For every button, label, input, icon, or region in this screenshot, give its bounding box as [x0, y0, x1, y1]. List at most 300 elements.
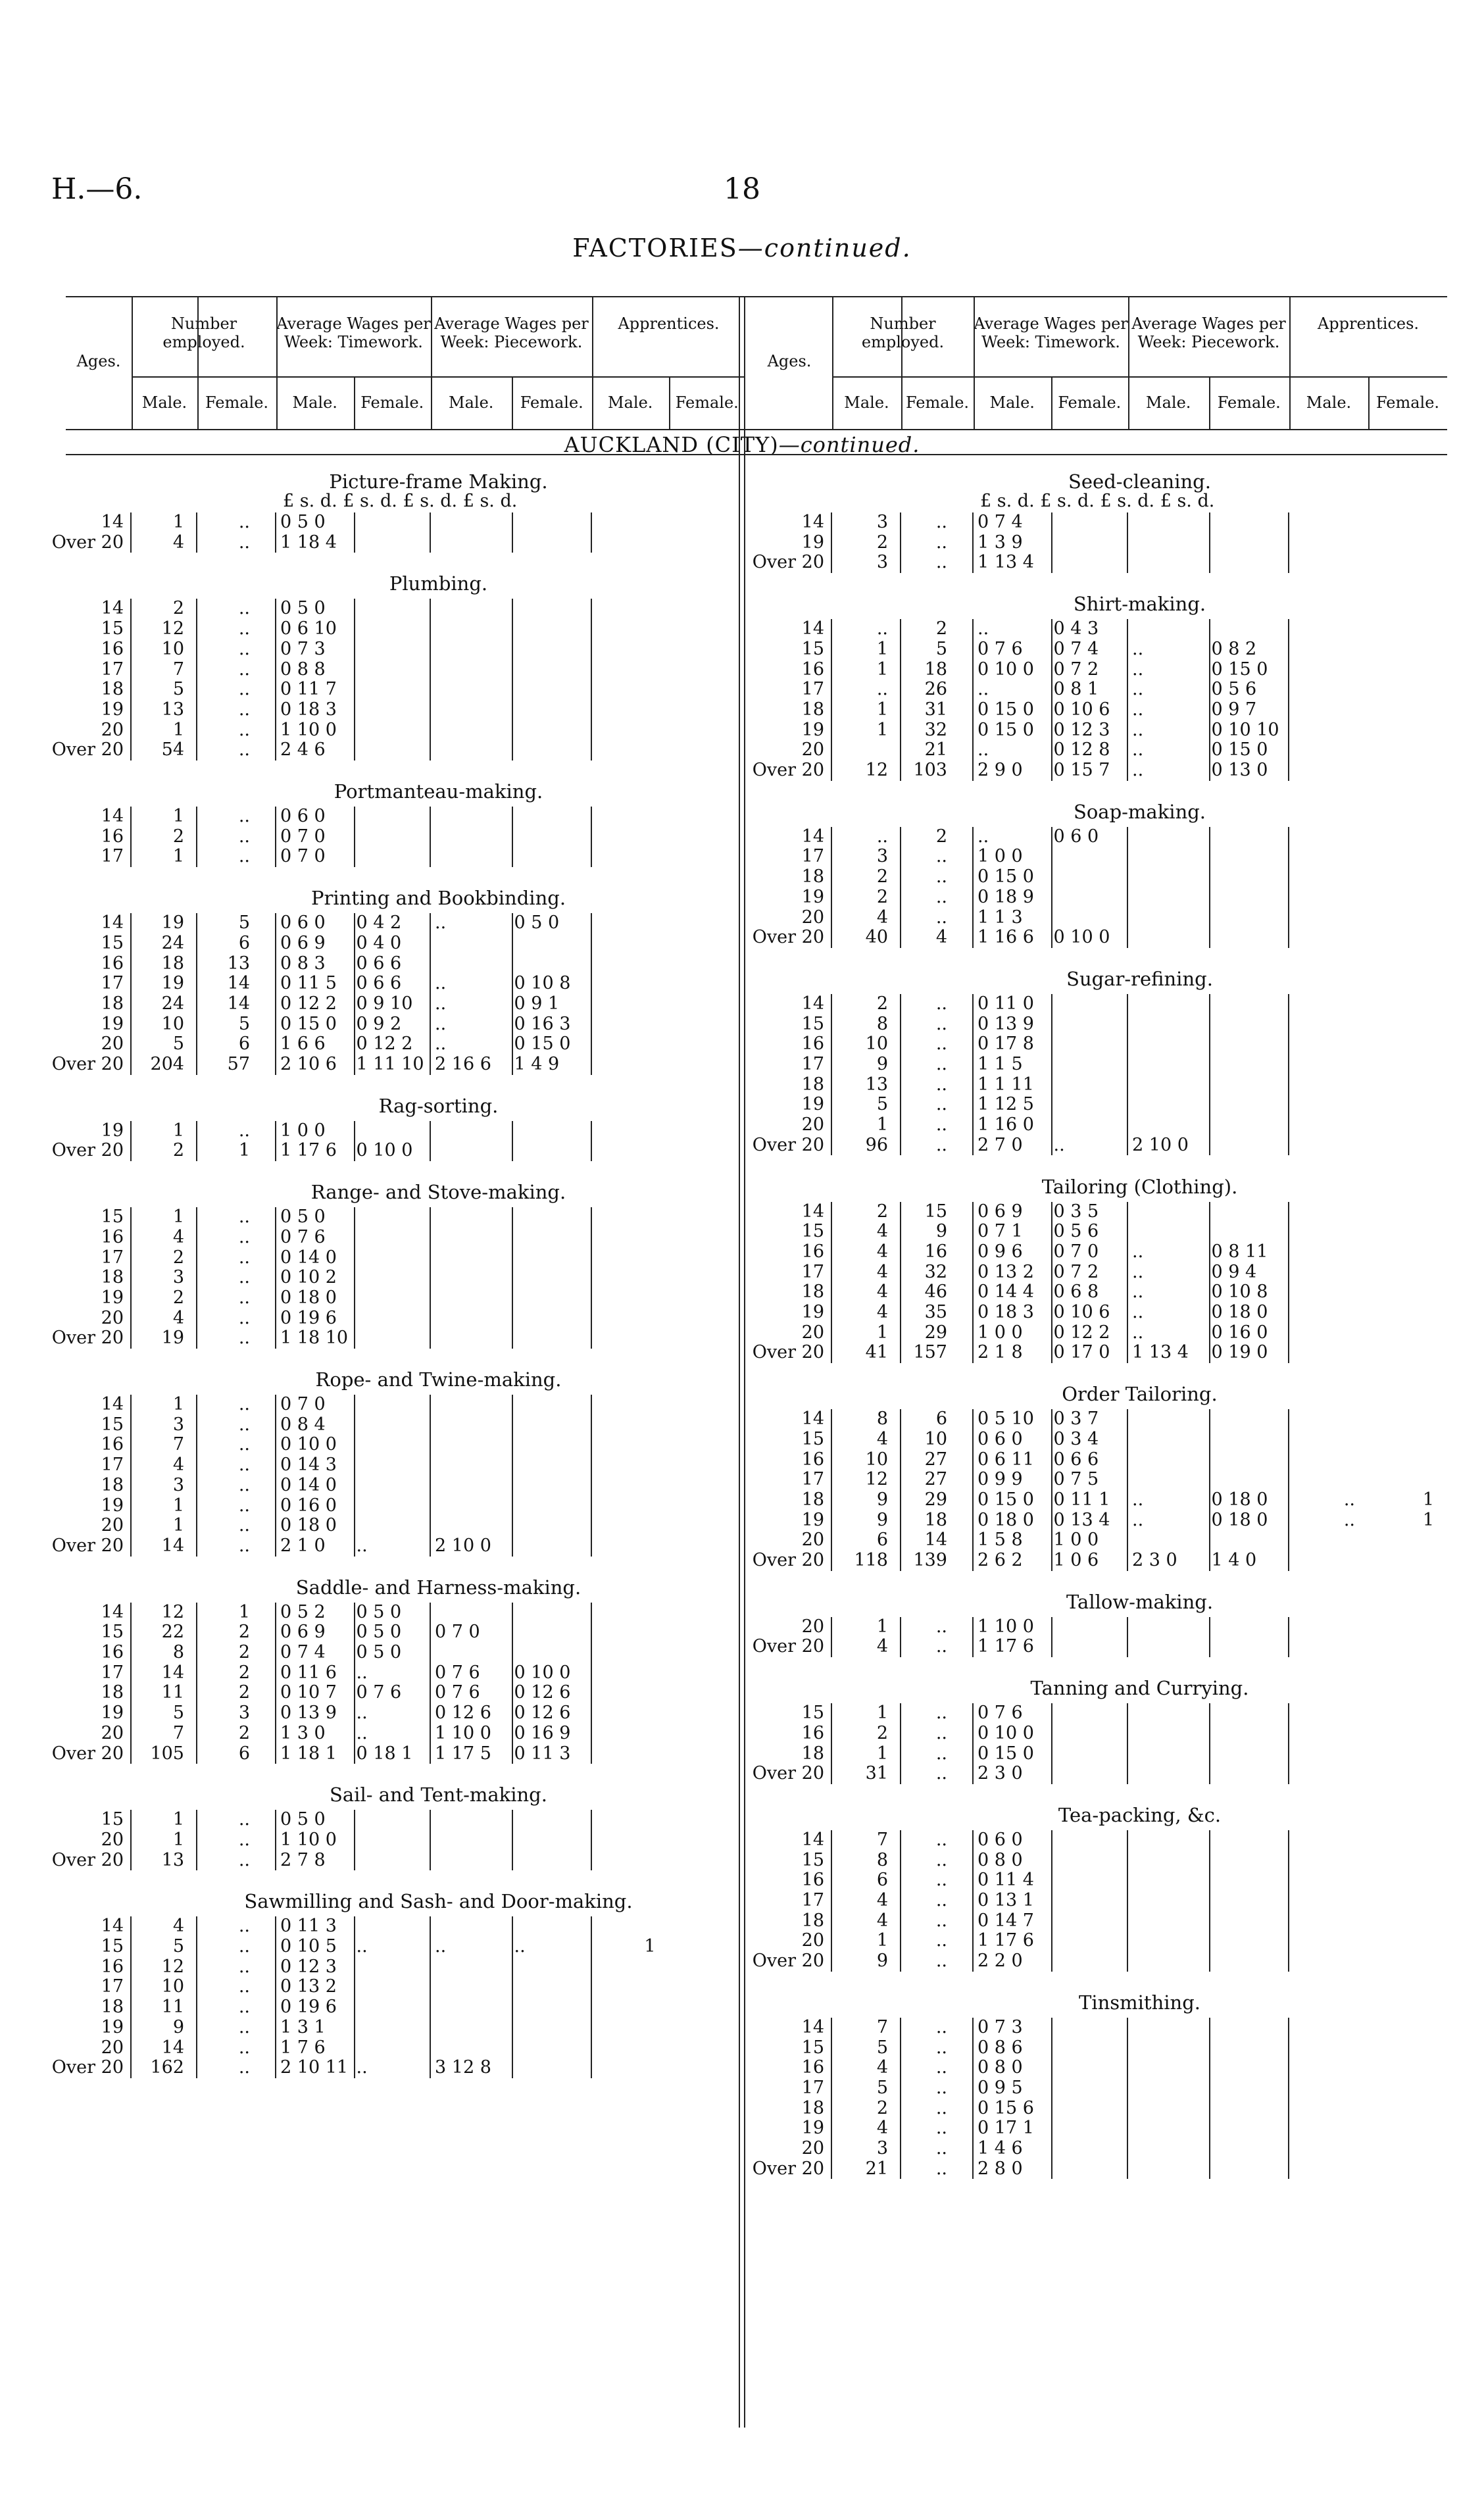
cell-time-male: 0 10 5 [280, 1936, 337, 1957]
cell-piece-male: .. [1132, 1489, 1144, 1510]
cell-time-female: 0 5 6 [1053, 1221, 1099, 1242]
cell-time-female: 1 11 10 [356, 1054, 424, 1074]
cell-female: .. [238, 699, 250, 720]
money-units: £ s. d. £ s. d. £ s. d. £ s. d. [980, 491, 1215, 511]
cell-age: 20 [101, 1515, 124, 1536]
cell-female: 4 [935, 927, 947, 948]
header-divider [1289, 296, 1291, 429]
cell-female: 16 [924, 1241, 947, 1262]
cell-female: 57 [227, 1054, 250, 1074]
cell-time-male: 0 15 0 [280, 1013, 337, 1034]
cell-male: 6 [876, 1530, 888, 1551]
cell-age: 18 [101, 1474, 124, 1495]
table-row [0, 1450, 1484, 1470]
column-divider [972, 1830, 974, 1972]
cell-age: Over 20 [752, 760, 824, 780]
cell-male: 1 [172, 806, 184, 826]
cell-male: 24 [161, 993, 184, 1014]
cell-age: 16 [801, 1870, 824, 1891]
cell-age: 17 [801, 679, 824, 700]
column-divider [900, 512, 901, 573]
cell-male: 1 [172, 1207, 184, 1228]
cell-age: Over 20 [51, 1054, 124, 1074]
col-male: Male. [292, 393, 337, 412]
cell-time-male: 1 0 0 [280, 1120, 326, 1141]
section-title: Sugar-refining. [1066, 967, 1213, 990]
cell-age: 19 [801, 1094, 824, 1115]
cell-female: .. [238, 1515, 250, 1536]
subcolumn-divider [1209, 1703, 1210, 1784]
cell-male: 4 [876, 1302, 888, 1322]
cell-time-female: 0 6 8 [1053, 1282, 1099, 1303]
cell-female: .. [238, 1474, 250, 1495]
cell-time-female: .. [1053, 1134, 1065, 1155]
column-divider [1288, 1703, 1289, 1784]
table-row [0, 1262, 1484, 1282]
cell-age: 17 [801, 1261, 824, 1282]
cell-female: .. [238, 1207, 250, 1228]
section-title: Tallow-making. [1066, 1590, 1214, 1613]
table-row [0, 2078, 1484, 2098]
cell-age: Over 20 [752, 1134, 824, 1155]
cell-female: 157 [913, 1342, 947, 1363]
col-timework: Average Wages per Week: Timework. [276, 314, 431, 351]
cell-time-male: .. [977, 739, 989, 761]
column-divider [972, 2018, 974, 2180]
cell-time-male: .. [977, 826, 989, 847]
cell-male: 12 [161, 618, 184, 639]
cell-female: 14 [227, 993, 250, 1014]
cell-time-female: 1 0 6 [1053, 1550, 1099, 1570]
cell-female: 2 [238, 1642, 250, 1662]
cell-age: 16 [101, 638, 124, 659]
cell-female: .. [238, 1936, 250, 1957]
subtitle-continued: —continued. [778, 432, 920, 457]
cell-female: .. [238, 512, 250, 532]
cell-male: 4 [876, 1428, 888, 1449]
section-title: Portmanteau-making. [334, 780, 543, 803]
cell-female: .. [935, 866, 947, 887]
table-row [0, 1551, 1484, 1570]
table-row [0, 1637, 1484, 1657]
col-male: Male. [608, 393, 653, 412]
cell-age: 16 [801, 1722, 824, 1743]
cell-age: 15 [801, 1013, 824, 1034]
cell-piece-female: 0 9 4 [1211, 1261, 1257, 1282]
table-row [0, 1530, 1484, 1550]
cell-female: .. [238, 1434, 250, 1455]
cell-age: 14 [801, 2016, 824, 2037]
cell-age: 15 [801, 1221, 824, 1242]
cell-male: 5 [172, 679, 184, 700]
cell-female: .. [238, 1495, 250, 1516]
cell-appr-male: .. [1343, 1489, 1355, 1510]
subcolumn-divider [1051, 994, 1052, 1156]
cell-age: 16 [801, 659, 824, 680]
cell-time-female: 0 12 2 [1053, 1322, 1110, 1343]
cell-female: .. [238, 638, 250, 659]
cell-male: 4 [172, 532, 184, 553]
cell-age: 18 [101, 1267, 124, 1288]
cell-male: 9 [876, 1489, 888, 1510]
cell-male: 21 [865, 2158, 888, 2179]
cell-female: .. [935, 1722, 947, 1743]
cell-male: 12 [865, 760, 888, 780]
cell-time-male: 0 15 0 [977, 1489, 1034, 1510]
column-divider [1288, 619, 1289, 781]
cell-male: 4 [172, 1226, 184, 1247]
cell-female: .. [935, 1636, 947, 1657]
cell-female: .. [935, 1829, 947, 1850]
cell-age: Over 20 [752, 552, 824, 573]
table-row [0, 1034, 1484, 1054]
column-divider [1288, 1617, 1289, 1657]
header-sub-divider [1209, 376, 1210, 429]
table-row [0, 553, 1484, 572]
cell-age: Over 20 [752, 1763, 824, 1784]
cell-female: .. [935, 1930, 947, 1951]
cell-time-male: 0 5 10 [977, 1409, 1034, 1430]
cell-age: 15 [101, 1207, 124, 1228]
cell-piece-male: 1 10 0 [435, 1722, 491, 1743]
cell-age: 18 [101, 1997, 124, 2018]
cell-female: .. [935, 1951, 947, 1972]
cell-time-male: 2 1 8 [977, 1342, 1023, 1363]
cell-male: 8 [876, 1849, 888, 1870]
cell-time-male: 0 6 9 [280, 932, 326, 953]
cell-age: 19 [101, 1120, 124, 1141]
cell-time-male: 0 7 0 [280, 1394, 326, 1414]
table-row [0, 2058, 1484, 2078]
header-bottom-rule [66, 429, 1447, 430]
cell-male: 96 [865, 1134, 888, 1155]
cell-time-male: 0 11 4 [977, 1870, 1034, 1891]
cell-female: 21 [924, 739, 947, 761]
cell-age: 18 [801, 1282, 824, 1303]
cell-male: 1 [876, 1930, 888, 1951]
cell-age: Over 20 [752, 1342, 824, 1363]
table-row [0, 1851, 1484, 1870]
cell-time-female: 0 11 1 [1053, 1489, 1110, 1510]
cell-female: .. [238, 1120, 250, 1141]
cell-female: 3 [238, 1703, 250, 1724]
cell-age: 20 [101, 1307, 124, 1328]
cell-male: 4 [172, 1455, 184, 1476]
title-text: FACTORIES [572, 234, 738, 262]
cell-piece-female: 0 15 0 [1211, 659, 1268, 680]
cell-male: 6 [876, 1870, 888, 1891]
cell-female: 31 [924, 699, 947, 720]
column-divider [831, 1202, 832, 1364]
cell-time-female: 0 7 2 [1053, 1261, 1099, 1282]
cell-time-female: 0 6 6 [1053, 1449, 1099, 1470]
cell-female: .. [238, 1247, 250, 1268]
table-row [0, 1931, 1484, 1951]
column-divider [831, 1703, 832, 1784]
cell-time-male: 0 7 4 [977, 512, 1023, 532]
cell-male: 1 [876, 1616, 888, 1637]
cell-time-male: 0 10 0 [977, 1722, 1034, 1743]
subcolumn-divider [1051, 1409, 1052, 1571]
section-title: Seed-cleaning. [1068, 470, 1211, 493]
cell-time-male: 1 16 6 [977, 927, 1034, 948]
table-row [0, 1890, 1484, 1913]
cell-time-male: 0 10 2 [280, 1267, 337, 1288]
cell-piece-female: 0 16 0 [1211, 1322, 1268, 1343]
subcolumn-divider [1051, 619, 1052, 781]
cell-time-male: 0 8 8 [280, 659, 326, 680]
section-title: Soap-making. [1073, 800, 1206, 823]
cell-female: .. [935, 1910, 947, 1931]
col-piecework: Average Wages per Week: Piecework. [1131, 314, 1286, 351]
cell-time-male: 0 6 9 [977, 1201, 1023, 1222]
cell-female: .. [935, 1094, 947, 1115]
col-male: Male. [844, 393, 889, 412]
cell-female: .. [935, 907, 947, 928]
table-row [0, 1724, 1484, 1743]
cell-male: 1 [876, 638, 888, 659]
cell-age: 17 [801, 1054, 824, 1074]
cell-male: 4 [876, 1241, 888, 1262]
cell-time-male: 0 13 1 [977, 1890, 1034, 1910]
cell-age: 16 [801, 2057, 824, 2078]
cell-piece-male: 3 12 8 [435, 2057, 491, 2078]
cell-age: 20 [101, 1829, 124, 1850]
cell-time-male: 1 10 0 [977, 1616, 1034, 1637]
cell-age: Over 20 [752, 1951, 824, 1972]
header-sub-divider [354, 376, 355, 429]
cell-time-male: 1 3 1 [280, 2016, 326, 2037]
table-row [0, 928, 1484, 947]
subcolumn-divider [1209, 994, 1210, 1156]
cell-time-male: 0 13 9 [977, 1013, 1034, 1034]
column-divider [972, 512, 974, 573]
subcolumn-divider [1209, 827, 1210, 948]
cell-female: .. [238, 2057, 250, 2078]
cell-female: .. [238, 1809, 250, 1830]
column-divider [972, 1409, 974, 1571]
cell-time-male: 1 18 4 [280, 532, 337, 553]
cell-male: 3 [876, 552, 888, 573]
subcolumn-divider [1051, 1703, 1052, 1784]
cell-time-male: .. [977, 679, 989, 700]
subcolumn-divider [1209, 512, 1210, 573]
col-female: Female. [1217, 393, 1281, 412]
cell-age: Over 20 [51, 1140, 124, 1161]
cell-female: 2 [238, 1622, 250, 1643]
cell-female: 2 [238, 1682, 250, 1703]
cell-male: 24 [161, 932, 184, 953]
cell-female: .. [238, 1328, 250, 1349]
column-divider [831, 1617, 832, 1657]
table-row [0, 639, 1484, 659]
cell-age: 16 [801, 1241, 824, 1262]
cell-age: 20 [101, 719, 124, 740]
cell-time-male: 1 17 6 [280, 1140, 337, 1161]
cell-age: 20 [801, 907, 824, 928]
cell-time-male: 0 11 6 [280, 1662, 337, 1683]
cell-age: 20 [801, 1530, 824, 1551]
cell-age: Over 20 [51, 1849, 124, 1870]
cell-piece-male: .. [1132, 679, 1144, 700]
cell-female: .. [935, 1870, 947, 1891]
cell-male: 4 [876, 907, 888, 928]
cell-time-male: 2 8 0 [977, 2158, 1023, 2179]
cell-male: 9 [172, 2016, 184, 2037]
cell-time-male: 1 17 6 [977, 1930, 1034, 1951]
cell-time-female: 0 9 2 [356, 1013, 402, 1034]
table-row [0, 512, 1484, 532]
cell-age: 17 [801, 1469, 824, 1490]
cell-time-male: 0 18 0 [280, 1287, 337, 1308]
cell-time-male: 0 6 11 [977, 1449, 1034, 1470]
cell-male: 1 [876, 1703, 888, 1724]
cell-male: 13 [865, 1074, 888, 1095]
column-divider [831, 1830, 832, 1972]
cell-female: 2 [238, 1722, 250, 1743]
cell-piece-female: 0 11 3 [514, 1743, 571, 1764]
cell-male: 7 [876, 2016, 888, 2037]
cell-age: 19 [101, 1703, 124, 1724]
column-divider [900, 1617, 901, 1657]
cell-female: .. [935, 1616, 947, 1637]
cell-piece-male: .. [1132, 739, 1144, 761]
cell-time-male: 0 8 6 [977, 2037, 1023, 2058]
cell-male: 2 [876, 993, 888, 1014]
column-divider [900, 2018, 901, 2180]
col-female: Female. [1058, 393, 1122, 412]
cell-age: 18 [101, 1682, 124, 1703]
col-male: Male. [1146, 393, 1191, 412]
cell-age: 14 [801, 512, 824, 532]
cell-piece-female: 0 10 8 [514, 973, 571, 994]
cell-female: 139 [913, 1550, 947, 1570]
cell-age: 16 [101, 1642, 124, 1662]
col-timework: Average Wages per Week: Timework. [974, 314, 1128, 351]
col-ages: Ages. [76, 352, 121, 370]
cell-time-male: 2 4 6 [280, 739, 326, 761]
col-female: Female. [905, 393, 970, 412]
cell-piece-male: .. [435, 1034, 447, 1055]
cell-time-male: 0 7 6 [977, 1703, 1023, 1724]
cell-time-male: 0 17 1 [977, 2118, 1034, 2139]
cell-female: .. [935, 2138, 947, 2158]
cell-female: 27 [924, 1469, 947, 1490]
cell-time-male: 0 5 2 [280, 1601, 326, 1622]
cell-age: 18 [801, 1910, 824, 1931]
cell-time-male: 2 3 0 [977, 1763, 1023, 1784]
cell-time-female: 0 7 2 [1053, 659, 1099, 680]
table-row [0, 1343, 1484, 1362]
cell-time-male: 0 7 3 [977, 2016, 1023, 2037]
cell-female: .. [935, 1034, 947, 1055]
cell-male: 5 [876, 1094, 888, 1115]
cell-time-male: 0 11 7 [280, 679, 337, 700]
cell-time-female: 0 15 7 [1053, 760, 1110, 780]
cell-time-male: 0 6 0 [280, 806, 326, 826]
cell-time-female: 0 10 0 [356, 1140, 413, 1161]
cell-time-male: 0 15 6 [977, 2097, 1034, 2118]
cell-time-female: 0 7 5 [1053, 1469, 1099, 1490]
cell-male: 19 [161, 1328, 184, 1349]
cell-female: .. [238, 1997, 250, 2018]
cell-male: 1 [172, 719, 184, 740]
cell-appr-female: 1 [1422, 1509, 1434, 1530]
cell-time-male: 0 12 3 [280, 1956, 337, 1977]
cell-piece-male: .. [435, 973, 447, 994]
table-row [0, 1115, 1484, 1135]
cell-piece-female: 0 5 6 [1211, 679, 1257, 700]
cell-time-male: 1 1 11 [977, 1074, 1034, 1095]
subcolumn-divider [1051, 827, 1052, 948]
column-divider [972, 1703, 974, 1784]
section-title: Plumbing. [389, 572, 488, 595]
cell-piece-female: 0 10 10 [1211, 719, 1279, 740]
cell-male: 2 [172, 1140, 184, 1161]
cell-age: 16 [101, 953, 124, 974]
cell-time-male: 0 7 0 [280, 826, 326, 847]
cell-age: Over 20 [51, 1328, 124, 1349]
cell-appr-male: 1 [644, 1936, 656, 1957]
cell-time-male: 1 1 3 [977, 907, 1023, 928]
cell-time-male: 0 7 0 [280, 846, 326, 867]
cell-piece-female: 0 16 9 [514, 1722, 571, 1743]
cell-male: 3 [172, 1474, 184, 1495]
cell-age: 17 [101, 1976, 124, 1997]
cell-time-male: 0 10 0 [280, 1434, 337, 1455]
column-divider [1127, 1409, 1128, 1571]
column-divider [1288, 1202, 1289, 1364]
table-row [0, 2099, 1484, 2118]
column-divider [831, 1409, 832, 1571]
table-row [0, 867, 1484, 887]
cell-time-male: 1 12 5 [977, 1094, 1034, 1115]
cell-piece-male: .. [1132, 659, 1144, 680]
table-row [0, 1135, 1484, 1155]
cell-age: Over 20 [752, 1636, 824, 1657]
cell-time-male: 0 6 0 [280, 912, 326, 934]
cell-male: 3 [876, 846, 888, 867]
cell-time-male: 1 17 6 [977, 1636, 1034, 1657]
subcolumn-divider [1051, 1617, 1052, 1657]
cell-time-male: 2 2 0 [977, 1951, 1023, 1972]
cell-appr-male: .. [1343, 1509, 1355, 1530]
col-female: Female. [1375, 393, 1440, 412]
cell-time-female: 1 0 0 [1053, 1530, 1099, 1551]
cell-time-male: 0 15 0 [977, 719, 1034, 740]
cell-male: 5 [172, 1703, 184, 1724]
cell-age: 19 [101, 2016, 124, 2037]
cell-female: 5 [238, 912, 250, 934]
cell-male: 11 [161, 1997, 184, 2018]
cell-time-female: 0 8 1 [1053, 679, 1099, 700]
cell-time-female: 0 12 8 [1053, 739, 1110, 761]
cell-time-male: 0 11 5 [280, 973, 337, 994]
cell-male: 4 [876, 2057, 888, 2078]
cell-male: 1 [876, 1322, 888, 1343]
cell-age: 19 [801, 886, 824, 907]
cell-age: 14 [101, 912, 124, 934]
page-number: 18 [724, 172, 760, 206]
cell-time-male: 0 19 6 [280, 1307, 337, 1328]
cell-male: 3 [172, 1414, 184, 1435]
cell-male: 7 [876, 1829, 888, 1850]
col-apprentices: Apprentices. [618, 314, 720, 333]
table-row [0, 1870, 1484, 1890]
cell-piece-female: 0 5 0 [514, 912, 560, 934]
cell-female: 2 [238, 1662, 250, 1683]
title-continued: —continued. [737, 234, 912, 262]
